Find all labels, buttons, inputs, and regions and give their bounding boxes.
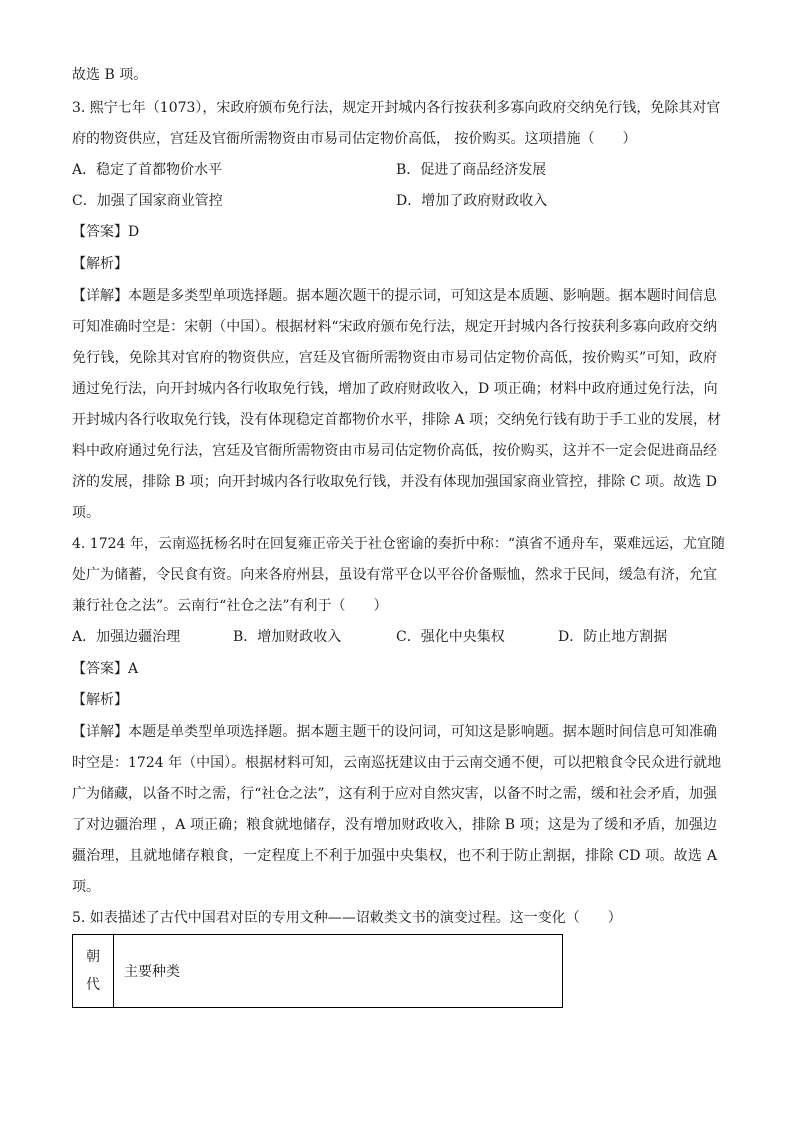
table-header-main-types: 主要种类	[114, 935, 563, 1008]
dynasty-header-char-1: 朝	[86, 949, 100, 965]
q3-answer: 【答案】D	[72, 224, 140, 240]
q4-option-d: D．防止地方割据	[558, 629, 668, 645]
q4-option-b: B．增加财政收入	[233, 629, 342, 645]
q3-analysis-label: 【解析】	[72, 256, 128, 272]
q4-stem-line-2: 处广为储蓄，令民食有资。向来各府州县，虽设有常平仓以平谷价备赈恤，然求于民间，缓急有济，允宜	[72, 567, 717, 583]
dynasty-type-table	[72, 934, 563, 1008]
q4-stem-line-3: 兼行社仓之法”。云南行“社仓之法”有利于（ ）	[72, 598, 388, 614]
q3-option-d: D．增加了政府财政收入	[396, 193, 548, 209]
q4-answer: 【答案】A	[72, 661, 139, 677]
q4-option-a: A．加强边疆治理	[72, 629, 181, 645]
q3-option-b: B．促进了商品经济发展	[396, 162, 547, 178]
intro-line: 故选 B 项。	[72, 67, 148, 83]
q3-detail-line-6: 料中政府通过免行法，宫廷及官衙所需物资由市易司估定物价高低，按价购买，这并不一定会促进商品经	[72, 443, 717, 459]
q3-option-c: C．加强了国家商业管控	[72, 193, 223, 209]
q4-stem-line-1: 4. 1724 年，云南巡抚杨名时在回复雍正帝关于社仓密谕的奏折中称：“滇省不通舟车，粟难远运，尤宜随	[72, 536, 726, 552]
q3-detail-line-3: 免行钱，免除其对官府的物资供应，宫廷及官衙所需物资由市易司估定物价高低，按价购买”可知，政府	[72, 350, 717, 366]
q3-detail-line-7: 济的发展，排除 B 项；向开封城内各行收取免行钱，并没有体现加强国家商业管控，排除 C 项。故选 D	[72, 474, 717, 490]
q4-detail-line-4: 了对边疆治理 ，A 项正确；粮食就地储存，没有增加财政收入，排除 B 项；这是为了缓和矛盾，加强边	[72, 817, 717, 833]
q4-detail-line-1: 【详解】本题是单类型单项选择题。据本题主题干的设问词，可知这是影响题。据本题时间信息可知准确	[72, 724, 717, 740]
q4-detail-line-6: 项。	[72, 879, 100, 895]
q4-analysis-label: 【解析】	[72, 692, 128, 708]
q3-option-a: A．稳定了首都物价水平	[72, 162, 223, 178]
q4-detail-line-2: 时空是：1724 年（中国）。根据材料可知，云南巡抚建议由于云南交通不便，可以把粮食令民众进行就地	[72, 755, 722, 771]
q3-detail-line-1: 【详解】本题是多类型单项选择题。据本题次题干的提示词，可知这是本质题、影响题。据本题时间信息	[72, 288, 717, 304]
q4-detail-line-3: 广为储藏，以备不时之需，行“社仓之法”，这有利于应对自然灾害，以备不时之需，缓和社会矛盾，加强	[72, 786, 717, 802]
q3-detail-line-8: 项。	[72, 505, 100, 521]
q3-detail-line-4: 通过免行法，向开封城内各行收取免行钱，增加了政府财政收入，D 项正确；材料中政府通过免行法，向	[72, 381, 718, 397]
q3-detail-line-5: 开封城内各行收取免行钱，没有体现稳定首都物价水平，排除 A 项；交纳免行钱有助于手工业的发展，材	[72, 412, 722, 428]
table-row	[73, 935, 563, 1008]
q3-stem-line-1: 3. 熙宁七年（1073），宋政府颁布免行法，规定开封城内各行按获利多寡向政府交纳免行钱，免除其对官	[72, 100, 721, 116]
q3-detail-line-2: 可知准确时空是：宋朝（中国）。根据材料“宋政府颁布免行法，规定开封城内各行按获利多寡向政府交纳	[72, 319, 717, 335]
dynasty-header-char-2: 代	[86, 977, 100, 993]
q5-stem: 5. 如表描述了古代中国君对臣的专用文种——诏敕类文书的演变过程。这一变化（ ）	[72, 910, 622, 926]
table-header-dynasty	[73, 935, 114, 1008]
q4-detail-line-5: 疆治理，且就地储存粮食，一定程度上不利于加强中央集权，也不利于防止割据，排除 CD 项。故选 A	[72, 848, 717, 864]
q3-stem-line-2: 府的物资供应，宫廷及官衙所需物资由市易司估定物价高低， 按价购买。这项措施（ ）	[72, 131, 637, 147]
q4-option-c: C．强化中央集权	[396, 629, 505, 645]
